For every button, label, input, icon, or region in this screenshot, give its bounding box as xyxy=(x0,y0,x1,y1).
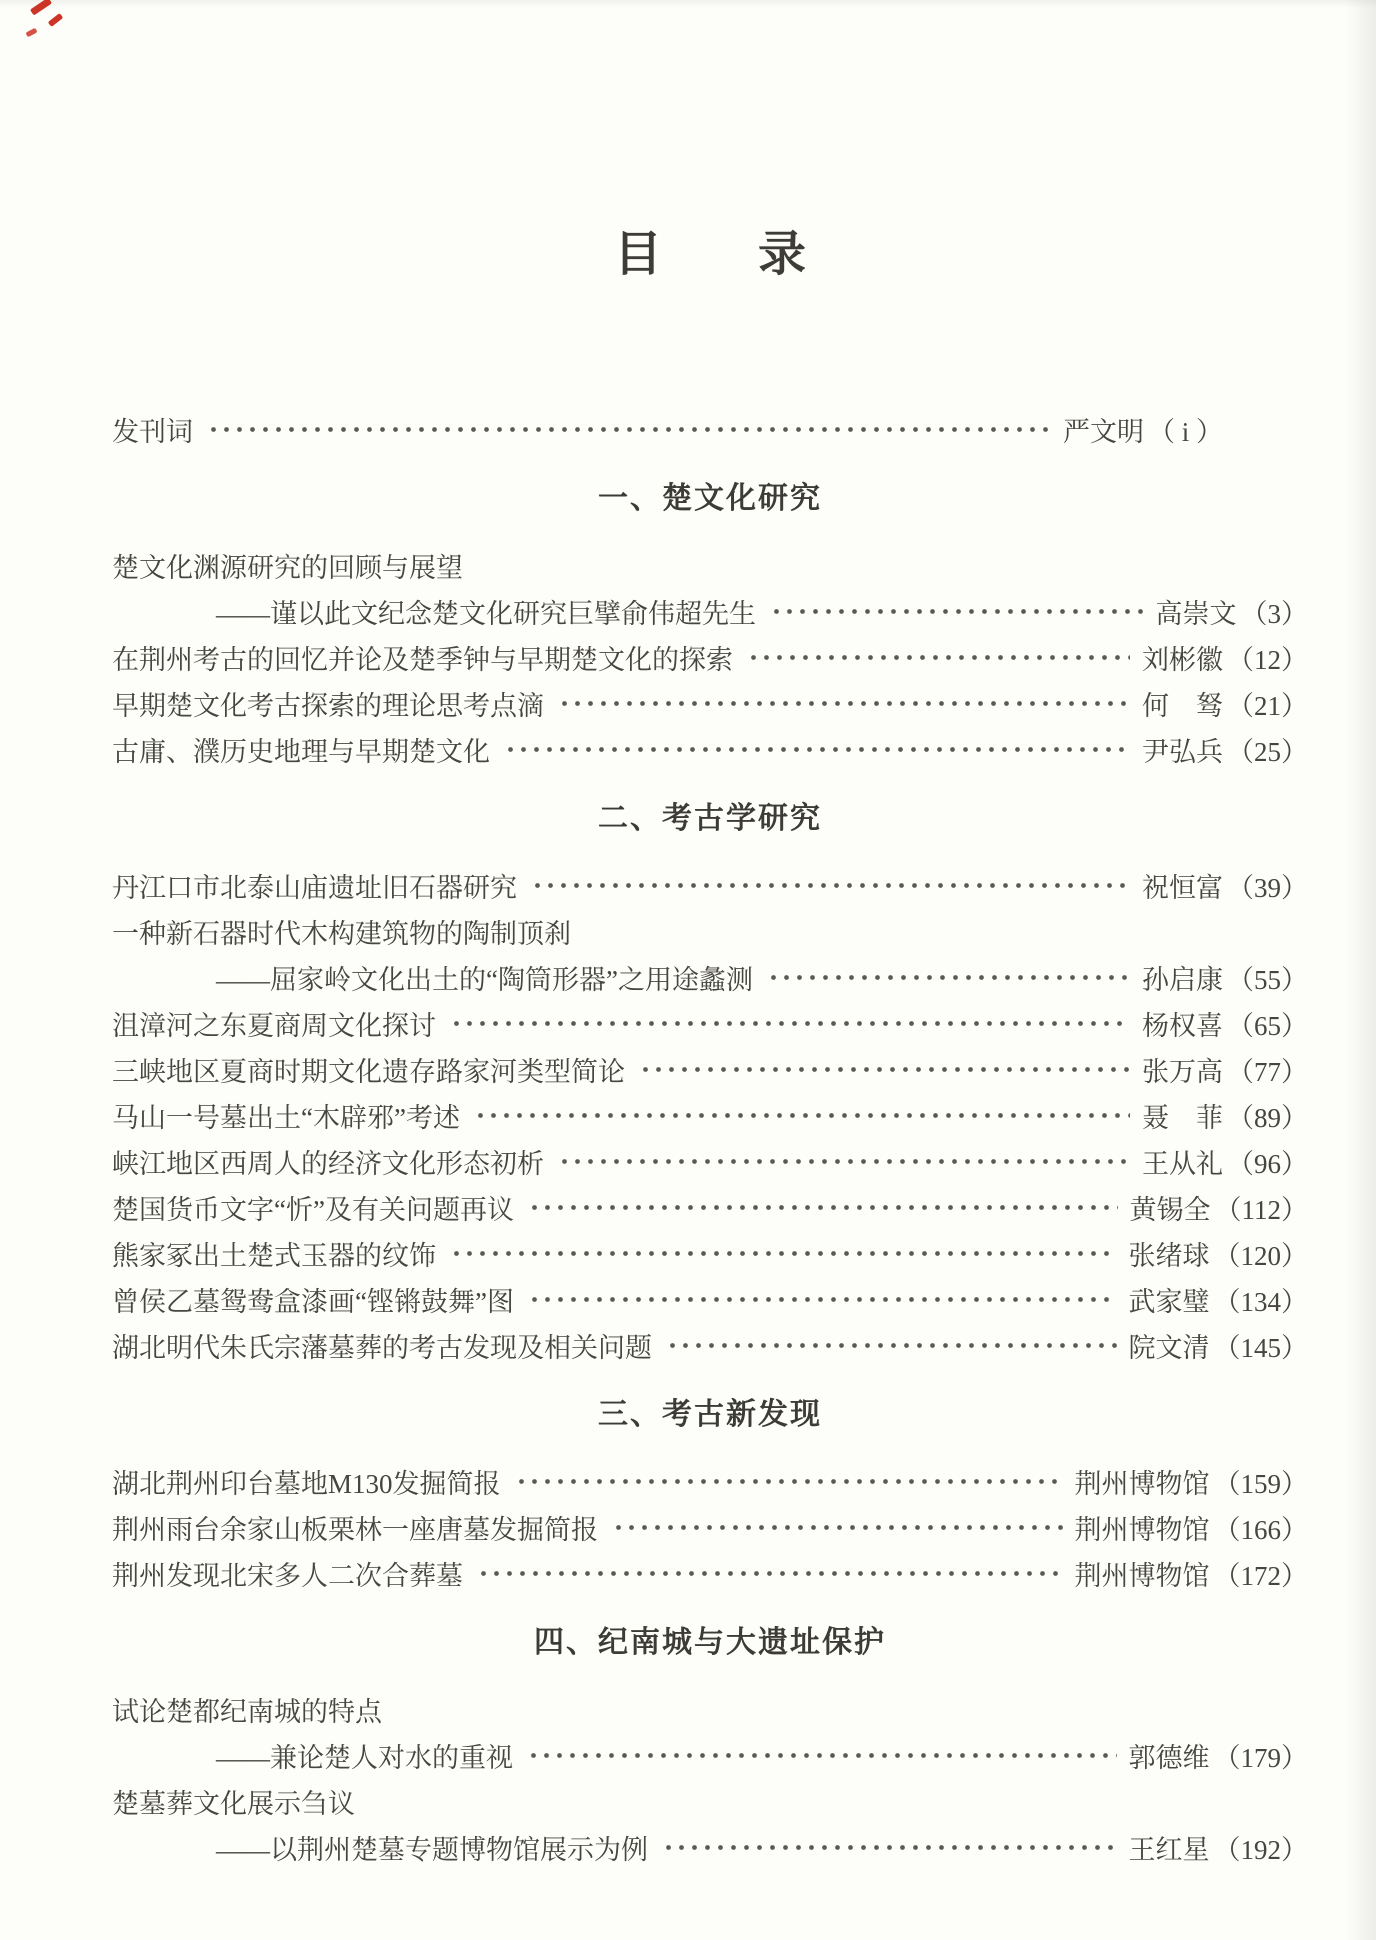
entry-page: （112） xyxy=(1214,1194,1308,1225)
dot-leader xyxy=(207,406,1051,452)
toc-entry xyxy=(112,862,1308,908)
entry-page: （55） xyxy=(1227,964,1308,995)
entry-title: 发刊词 xyxy=(112,416,193,447)
dot-leader xyxy=(477,1550,1063,1596)
toc-entry-title-line xyxy=(112,908,1308,954)
entry-page: （ i ） xyxy=(1147,416,1223,447)
dot-leader xyxy=(450,1230,1117,1276)
entry-page: （159） xyxy=(1213,1468,1308,1499)
entry-page: （25） xyxy=(1227,736,1308,767)
entry-title: 熊家冢出土楚式玉器的纹饰 xyxy=(112,1240,436,1271)
dot-leader xyxy=(527,1732,1117,1778)
red-scan-artifact xyxy=(30,0,52,16)
entry-title: 古庸、濮历史地理与早期楚文化 xyxy=(112,736,490,767)
dot-leader xyxy=(528,1184,1118,1230)
dot-leader xyxy=(558,680,1130,726)
dot-leader xyxy=(528,1276,1117,1322)
toc-entry xyxy=(112,1458,1308,1504)
entry-author: 武家璧 xyxy=(1128,1286,1210,1317)
entry-author: 何 驽 xyxy=(1142,690,1223,721)
entry-author: 严文明 xyxy=(1062,416,1144,447)
toc-entry-title-line xyxy=(112,542,1308,588)
entry-title: 湖北荆州印台墓地M130发掘简报 xyxy=(112,1468,501,1499)
entry-page: （120） xyxy=(1213,1240,1308,1271)
entry-title: 试论楚都纪南城的特点 xyxy=(112,1696,382,1727)
dot-leader xyxy=(531,862,1130,908)
entry-title: 湖北明代朱氏宗藩墓葬的考古发现及相关问题 xyxy=(112,1332,652,1363)
toc-entry xyxy=(112,1138,1308,1184)
toc-entry xyxy=(112,680,1308,726)
entry-page: （3） xyxy=(1240,598,1308,629)
entry-author: 张绪球 xyxy=(1128,1240,1210,1271)
entry-author: 王红星 xyxy=(1128,1834,1210,1865)
section-heading: 一、楚文化研究 xyxy=(598,482,822,515)
entry-page: （39） xyxy=(1227,872,1308,903)
entry-page: （172） xyxy=(1213,1560,1308,1591)
toc-entry-subtitle-line xyxy=(112,1732,1308,1778)
red-scan-artifact xyxy=(48,13,64,27)
dot-leader xyxy=(770,588,1144,634)
dot-leader xyxy=(662,1824,1117,1870)
toc-entry-subtitle-line xyxy=(112,954,1308,1000)
entry-title: 丹江口市北泰山庙遗址旧石器研究 xyxy=(112,872,517,903)
toc-entry xyxy=(112,1184,1308,1230)
entry-author: 高崇文 xyxy=(1155,598,1237,629)
dot-leader xyxy=(515,1458,1063,1504)
entry-author: 杨权喜 xyxy=(1142,1010,1223,1041)
entry-author: 刘彬徽 xyxy=(1142,644,1223,675)
entry-page: （21） xyxy=(1227,690,1308,721)
entry-page: （145） xyxy=(1213,1332,1308,1363)
entry-page: （12） xyxy=(1227,644,1308,675)
entry-page: （179） xyxy=(1213,1742,1308,1773)
entry-author: 院文清 xyxy=(1128,1332,1210,1363)
toc-entry-subtitle-line xyxy=(112,588,1308,634)
entry-subtitle: ——以荆州楚墓专题博物馆展示为例 xyxy=(216,1834,648,1865)
entry-page: （134） xyxy=(1213,1286,1308,1317)
entry-title: 楚墓葬文化展示刍议 xyxy=(112,1788,355,1819)
entry-title: 一种新石器时代木构建筑物的陶制顶刹 xyxy=(112,918,571,949)
entry-author: 张万高 xyxy=(1142,1056,1223,1087)
toc-entry xyxy=(112,1504,1308,1550)
entry-page: （65） xyxy=(1227,1010,1308,1041)
section-heading: 三、考古新发现 xyxy=(598,1398,822,1431)
entry-author: 荆州博物馆 xyxy=(1074,1560,1210,1591)
entry-title: 荆州发现北宋多人二次合葬墓 xyxy=(112,1560,463,1591)
toc-entry xyxy=(112,1046,1308,1092)
entry-page: （77） xyxy=(1227,1056,1308,1087)
dot-leader xyxy=(747,634,1130,680)
toc-entry xyxy=(112,1092,1308,1138)
toc-entry-subtitle-line xyxy=(112,1824,1308,1870)
entry-page: （192） xyxy=(1213,1834,1308,1865)
entry-title: 楚文化渊源研究的回顾与展望 xyxy=(112,552,463,583)
entry-title: 在荆州考古的回忆并论及楚季钟与早期楚文化的探索 xyxy=(112,644,733,675)
dot-leader xyxy=(504,726,1130,772)
dot-leader xyxy=(767,954,1130,1000)
entry-author: 尹弘兵 xyxy=(1142,736,1223,767)
entry-author: 黄锡全 xyxy=(1129,1194,1211,1225)
entry-author: 荆州博物馆 xyxy=(1074,1514,1210,1545)
entry-title: 马山一号墓出土“木辟邪”考述 xyxy=(112,1102,460,1133)
dot-leader xyxy=(666,1322,1117,1368)
entry-page: （96） xyxy=(1227,1148,1308,1179)
toc-entry xyxy=(112,1550,1308,1596)
dot-leader xyxy=(639,1046,1130,1092)
entry-author: 祝恒富 xyxy=(1142,872,1223,903)
entry-page: （89） xyxy=(1227,1102,1308,1133)
section-heading: 二、考古学研究 xyxy=(598,802,822,835)
entry-title: 三峡地区夏商时期文化遗存路家河类型简论 xyxy=(112,1056,625,1087)
spacer xyxy=(112,284,1308,406)
entry-title: 沮漳河之东夏商周文化探讨 xyxy=(112,1010,436,1041)
toc-entry xyxy=(112,1276,1308,1322)
entry-title: 曾侯乙墓鸳鸯盒漆画“铿锵鼓舞”图 xyxy=(112,1286,514,1317)
toc-entry-title-line xyxy=(112,1778,1308,1824)
scan-edge-shadow-right xyxy=(1346,0,1376,1940)
entry-title: 峡江地区西周人的经济文化形态初析 xyxy=(112,1148,544,1179)
toc-entry-title-line xyxy=(112,1686,1308,1732)
entry-title: 楚国货币文字“忻”及有关问题再议 xyxy=(112,1194,514,1225)
dot-leader xyxy=(612,1504,1063,1550)
dot-leader xyxy=(450,1000,1130,1046)
entry-author: 孙启康 xyxy=(1142,964,1223,995)
entry-subtitle: ——屈家岭文化出土的“陶筒形器”之用途蠡测 xyxy=(216,964,753,995)
toc-entry xyxy=(112,634,1308,680)
entry-subtitle: ——谨以此文纪念楚文化研究巨擘俞伟超先生 xyxy=(216,598,756,629)
entry-title: 荆州雨台余家山板栗林一座唐墓发掘简报 xyxy=(112,1514,598,1545)
toc-entry xyxy=(112,1000,1308,1046)
entry-author: 郭德维 xyxy=(1128,1742,1210,1773)
toc-entry xyxy=(112,1230,1308,1276)
entry-page: （166） xyxy=(1213,1514,1308,1545)
toc-content xyxy=(112,0,1308,1870)
dot-leader xyxy=(474,1092,1130,1138)
dot-leader xyxy=(558,1138,1130,1184)
entry-author: 聂 菲 xyxy=(1142,1102,1223,1133)
toc-entry xyxy=(112,726,1308,772)
section-heading: 四、纪南城与大遗址保护 xyxy=(534,1626,886,1659)
entry-author: 荆州博物馆 xyxy=(1074,1468,1210,1499)
page-title: 目 录 xyxy=(613,228,806,281)
toc-entry-foreword xyxy=(112,406,1223,452)
toc-entry xyxy=(112,1322,1308,1368)
entry-title: 早期楚文化考古探索的理论思考点滴 xyxy=(112,690,544,721)
entry-author: 王从礼 xyxy=(1142,1148,1223,1179)
red-scan-artifact xyxy=(25,28,37,38)
entry-subtitle: ——兼论楚人对水的重视 xyxy=(216,1742,513,1773)
